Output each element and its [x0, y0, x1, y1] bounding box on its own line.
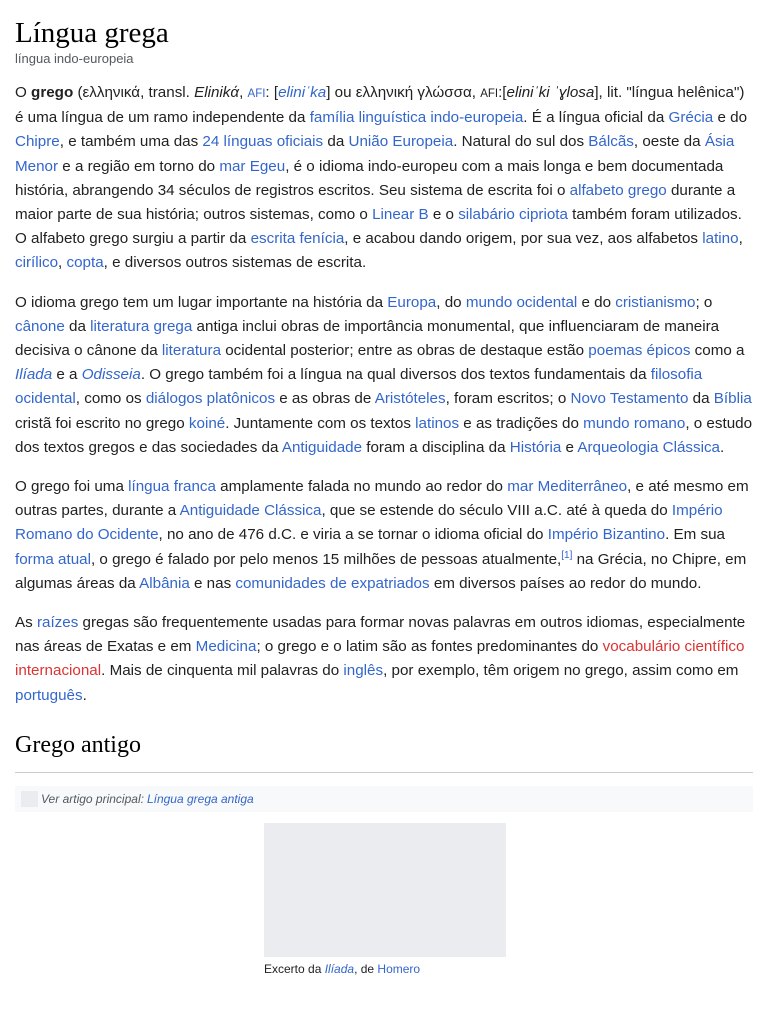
paragraph-raizes: [15, 611, 753, 708]
link-canone[interactable]: cânone: [15, 317, 65, 335]
text: , e diversos outros sistemas de escrita.: [103, 254, 367, 272]
link-koine[interactable]: koiné: [188, 414, 226, 432]
link-biblia[interactable]: Bíblia: [713, 390, 752, 408]
link-latino[interactable]: latino: [702, 230, 739, 248]
link-iliada[interactable]: Ilíada: [15, 366, 53, 384]
text: , foram escritos; o: [445, 390, 571, 408]
ipa-link[interactable]: eliniˈka: [278, 84, 327, 101]
text: . Natural do sul dos: [453, 133, 589, 151]
text: e as tradições do: [459, 414, 584, 432]
text: amplamente falada no mundo ao redor do: [215, 478, 508, 496]
bold-term: grego: [31, 84, 74, 101]
text: , oeste da: [633, 133, 705, 151]
text: .: [720, 438, 725, 456]
link-copta[interactable]: copta: [66, 254, 104, 272]
text: , de: [354, 961, 378, 976]
link-aristoteles[interactable]: Aristóteles: [374, 390, 446, 408]
link-grecia[interactable]: Grécia: [668, 109, 714, 127]
text: durante a maior parte de sua história; outros sistemas, como o: [15, 181, 736, 224]
link-asia-menor[interactable]: Ásia Menor: [15, 133, 735, 175]
text: e: [561, 438, 578, 456]
link-portugues[interactable]: português: [15, 686, 83, 704]
text: , e também uma das: [59, 133, 203, 151]
link-latinos[interactable]: latinos: [415, 414, 460, 432]
text: gregas são frequentemente usadas para formar novas palavras em outros idiomas, especialmente nas áreas de Exatas e em: [15, 614, 746, 656]
link-alfabeto-grego[interactable]: alfabeto grego: [569, 181, 667, 199]
text: :[: [498, 84, 507, 101]
text: , no ano de 476 d.C. e viria a se tornar o idioma oficial do: [158, 526, 548, 544]
link-literatura-grega[interactable]: literatura grega: [90, 317, 193, 335]
link-chipre[interactable]: Chipre: [15, 133, 60, 151]
text: As: [15, 614, 37, 632]
link-antiguidade[interactable]: Antiguidade: [281, 438, 363, 456]
text: , do: [436, 293, 466, 311]
link-raizes[interactable]: raízes: [36, 614, 79, 632]
link-mundo-romano[interactable]: mundo romano: [583, 414, 686, 432]
link-silabario-cipriota[interactable]: silabário cipriota: [458, 206, 568, 224]
text: . Mais de cinquenta mil palavras do: [101, 662, 344, 680]
text: foram a disciplina da: [362, 438, 510, 456]
text: e a região em torno do: [58, 157, 220, 175]
text: e o: [428, 206, 459, 224]
link-24-linguas-oficiais[interactable]: 24 línguas oficiais: [202, 133, 324, 151]
page-subtitle: língua indo-europeia: [15, 51, 134, 66]
text: . O grego também foi a língua na qual diversos dos textos fundamentais da: [140, 366, 651, 384]
link-lingua-grega-antiga[interactable]: Língua grega antiga: [146, 791, 254, 806]
link-dialogos-platonicos[interactable]: diálogos platônicos: [145, 390, 276, 408]
text: . Em sua: [665, 526, 726, 544]
link-forma-atual[interactable]: forma atual: [15, 550, 91, 568]
figure: [264, 823, 506, 977]
text: . É a língua oficial da: [523, 109, 669, 127]
figure-caption: [264, 962, 506, 977]
link-lingua-franca[interactable]: língua franca: [128, 478, 216, 496]
text: .: [82, 686, 87, 704]
link-mar-mediterraneo[interactable]: mar Mediterrâneo: [507, 478, 628, 496]
text: O idioma grego tem um lugar importante na história da: [15, 293, 388, 311]
link-cirilico[interactable]: cirílico: [15, 254, 59, 272]
text: como a: [690, 342, 745, 360]
article-icon: [21, 791, 38, 807]
text: da: [64, 317, 91, 335]
link-homero[interactable]: Homero: [377, 961, 421, 976]
text: e nas: [189, 574, 236, 592]
text: antiga inclui obras de importância monumental, que influenciaram de maneira decisiva o cânone da: [15, 317, 720, 360]
link-mundo-ocidental[interactable]: mundo ocidental: [465, 293, 578, 311]
link-imperio-bizantino[interactable]: Império Bizantino: [547, 526, 666, 544]
link-familia-indo-europeia[interactable]: família linguística indo-europeia: [309, 109, 524, 127]
italic-text: eliniˈki ˈɣlosa: [506, 84, 595, 101]
link-odisseia[interactable]: Odisseia: [81, 366, 141, 384]
text: e do: [577, 293, 616, 311]
text: e as obras de: [275, 390, 375, 408]
text: , o grego é falado por pelo menos 15 milhões de pessoas atualmente,: [90, 550, 562, 568]
text: em diversos países ao redor do mundo.: [429, 574, 702, 592]
link-cristianismo[interactable]: cristianismo: [615, 293, 696, 311]
link-literatura[interactable]: literatura: [161, 342, 222, 360]
text: , como os: [75, 390, 146, 408]
text: ,: [239, 84, 248, 101]
italic-text: Elinikά: [194, 84, 240, 101]
hatnote-label: Ver artigo principal:: [41, 791, 144, 806]
text: : [: [265, 84, 279, 101]
text: , é o idioma indo-europeu com a mais longa e bem documentada história, abrangendo 34 séculos de registros escritos. Seu sistema de escrita foi o: [15, 157, 724, 199]
link-ingles[interactable]: inglês: [343, 662, 384, 680]
redlink-vocabulario-cientifico[interactable]: vocabulário científico internacional: [15, 638, 745, 680]
link-uniao-europeia[interactable]: União Europeia: [348, 133, 454, 151]
link-historia[interactable]: História: [509, 438, 562, 456]
paragraph-intro: [15, 81, 753, 276]
text: , que se estende do século VIII a.C. até à queda do: [321, 502, 672, 520]
link-comunidades-expatriados[interactable]: comunidades de expatriados: [235, 574, 430, 592]
link-europa[interactable]: Europa: [387, 293, 437, 311]
text: da: [688, 390, 714, 408]
link-poemas-epicos[interactable]: poemas épicos: [588, 342, 691, 360]
link-linear-b[interactable]: Linear B: [372, 206, 429, 224]
link-antiguidade-classica[interactable]: Antiguidade Clássica: [179, 502, 322, 520]
link-mar-egeu[interactable]: mar Egeu: [219, 157, 286, 175]
paragraph-lingua-franca: [15, 475, 753, 596]
text: , e acabou dando origem, por sua vez, aos alfabetos: [344, 230, 703, 248]
hatnote: [15, 786, 753, 812]
text: e do: [713, 109, 748, 127]
text: , o estudo dos textos gregos e das sociedades da: [15, 414, 753, 456]
paragraph-importance: [15, 291, 753, 460]
text: da: [323, 133, 349, 151]
text: ,: [738, 230, 743, 248]
text: também foram utilizados. O alfabeto grego surgiu a partir da: [15, 206, 742, 248]
page-title: Língua grega: [15, 17, 169, 49]
link-iliada-caption[interactable]: Ilíada: [324, 961, 355, 976]
link-novo-testamento[interactable]: Novo Testamento: [570, 390, 689, 408]
reference-link[interactable]: [1]: [561, 549, 573, 561]
link-escrita-fenicia[interactable]: escrita fenícia: [250, 230, 345, 248]
text: O: [15, 84, 32, 101]
section-heading: Grego antigo: [15, 730, 753, 773]
text: O grego foi uma: [15, 478, 129, 496]
text: ] ou ελληνική γλώσσα,: [326, 84, 481, 101]
text: e a: [52, 366, 82, 384]
afi-label: AFI: [480, 88, 499, 100]
text: cristã foi escrito no grego: [15, 414, 189, 432]
text: , por exemplo, têm origem no grego, assim como em: [383, 662, 739, 680]
link-imperio-romano-ocidente[interactable]: Império Romano do Ocidente: [15, 502, 723, 544]
text: . Juntamente com os textos: [225, 414, 416, 432]
text: ocidental posterior; entre as obras de destaque estão: [221, 342, 589, 360]
text: ; o: [695, 293, 713, 311]
text: Excerto da: [264, 961, 325, 976]
afi-link[interactable]: AFI: [247, 88, 266, 100]
text: , e até mesmo em outras partes, durante a: [15, 478, 749, 520]
link-filosofia-ocidental[interactable]: filosofia ocidental: [15, 366, 703, 408]
link-medicina[interactable]: Medicina: [195, 638, 257, 656]
text: na Grécia, no Chipre, em algumas áreas da: [15, 550, 747, 592]
text: ,: [58, 254, 67, 272]
text: ], lit. "língua helênica") é uma língua de um ramo independente da: [15, 84, 745, 127]
iliad-excerpt-image[interactable]: [264, 823, 506, 957]
link-albania[interactable]: Albânia: [139, 574, 190, 592]
link-arqueologia-classica[interactable]: Arqueologia Clássica: [577, 438, 721, 456]
text: (ελληνικά, transl.: [73, 84, 195, 101]
text: ; o grego e o latim são as fontes predominantes do: [256, 638, 603, 656]
link-balcas[interactable]: Bálcãs: [588, 133, 634, 151]
